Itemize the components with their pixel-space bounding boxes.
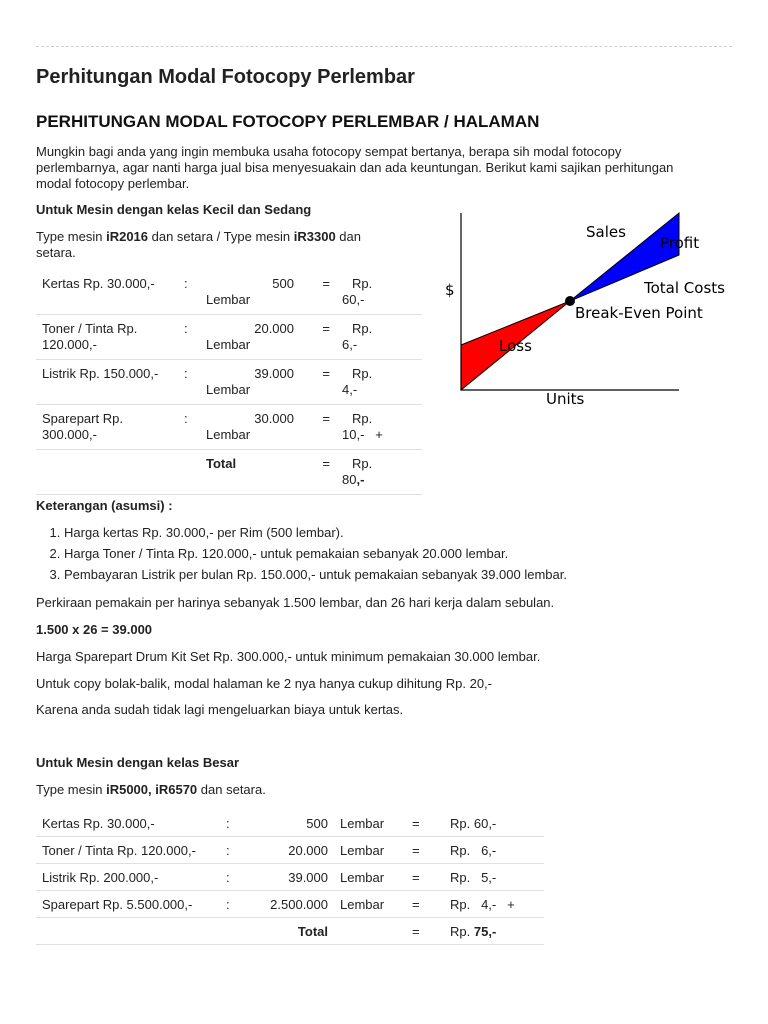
small-machine-heading: Untuk Mesin dengan kelas Kecil dan Sedang: [36, 202, 312, 217]
sales-label: Sales: [586, 223, 626, 241]
table-row: Kertas Rp. 30.000,- : 500 Lembar = Rp. 60,-: [36, 270, 422, 315]
small-cost-table: [36, 270, 422, 495]
total-costs-label: Total Costs: [644, 279, 725, 297]
table-row-total: Total = Rp. 80,-: [36, 450, 422, 495]
table-row: Listrik Rp. 200.000,- : 39.000 Lembar = Rp. 5,-: [36, 864, 544, 891]
large-machine-heading: Untuk Mesin dengan kelas Besar: [36, 755, 240, 770]
table-row: Toner / Tinta Rp. 120.000,- : 20.000 Lembar = Rp. 6,-: [36, 315, 422, 360]
formula: 1.500 x 26 = 39.000: [36, 622, 153, 637]
notes-paragraph: Untuk copy bolak-balik, modal halaman ke 2 nya hanya cukup dihitung Rp. 20,-: [36, 676, 492, 691]
list-item: 2. Harga Toner / Tinta Rp. 120.000,- untuk pemakaian sebanyak 20.000 lembar.: [64, 543, 567, 564]
table-row-total: Total = Rp. 75,-: [36, 918, 544, 945]
notes-list: [36, 522, 567, 585]
units-label: Units: [546, 390, 585, 408]
table-row: Sparepart Rp. 300.000,- : 30.000 Lembar = Rp. 10,- +: [36, 405, 422, 450]
table-row: Listrik Rp. 150.000,- : 39.000 Lembar = Rp. 4,-: [36, 360, 422, 405]
small-machine-type: Type mesin iR2016 dan setara / Type mesin iR3300 dan setara.: [36, 229, 361, 260]
list-item: 3. Pembayaran Listrik per bulan Rp. 150.000,- untuk pemakaian sebanyak 39.000 lembar.: [64, 564, 567, 585]
notes-paragraph: Harga Sparepart Drum Kit Set Rp. 300.000,- untuk minimum pemakaian 30.000 lembar.: [36, 649, 541, 664]
large-cost-table: [36, 810, 544, 945]
profit-label: Profit: [660, 234, 700, 252]
table-row: Kertas Rp. 30.000,- : 500 Lembar = Rp. 60,-: [36, 810, 544, 837]
list-item: 1. Harga kertas Rp. 30.000,- per Rim (500 lembar).: [64, 522, 567, 543]
notes-heading: Keterangan (asumsi) :: [36, 498, 173, 513]
section-title: PERHITUNGAN MODAL FOTOCOPY PERLEMBAR / HALAMAN: [36, 112, 540, 131]
table-row: Toner / Tinta Rp. 120.000,- : 20.000 Lembar = Rp. 6,-: [36, 837, 544, 864]
intro-line: Mungkin bagi anda yang ingin membuka usaha fotocopy sempat bertanya, berapa sih modal fotocopy: [36, 144, 622, 159]
break-even-chart: [440, 205, 740, 415]
intro-line: perlembarnya, agar nanti harga jual bisa menyesuakain dan ada keuntungan. Berikut kami sajikan perhitungan: [36, 160, 674, 175]
notes-paragraph: Perkiraan pemakain per harinya sebanyak 1.500 lembar, dan 26 hari kerja dalam sebulan.: [36, 595, 555, 610]
table-row: Sparepart Rp. 5.500.000,- : 2.500.000 Lembar = Rp. 4,- +: [36, 891, 544, 918]
large-machine-type: Type mesin iR5000, iR6570 dan setara.: [36, 782, 266, 797]
page-title: Perhitungan Modal Fotocopy Perlembar: [36, 66, 415, 88]
dollar-label: $: [445, 281, 455, 299]
break-even-point-marker: [565, 296, 575, 306]
loss-label: Loss: [499, 337, 532, 355]
break-even-label: Break-Even Point: [575, 304, 703, 322]
intro-paragraph: [36, 144, 673, 192]
notes-paragraph: Karena anda sudah tidak lagi mengeluarkan biaya untuk kertas.: [36, 702, 404, 717]
top-divider: [36, 46, 732, 47]
intro-line: modal fotocopy perlembar.: [36, 176, 190, 191]
